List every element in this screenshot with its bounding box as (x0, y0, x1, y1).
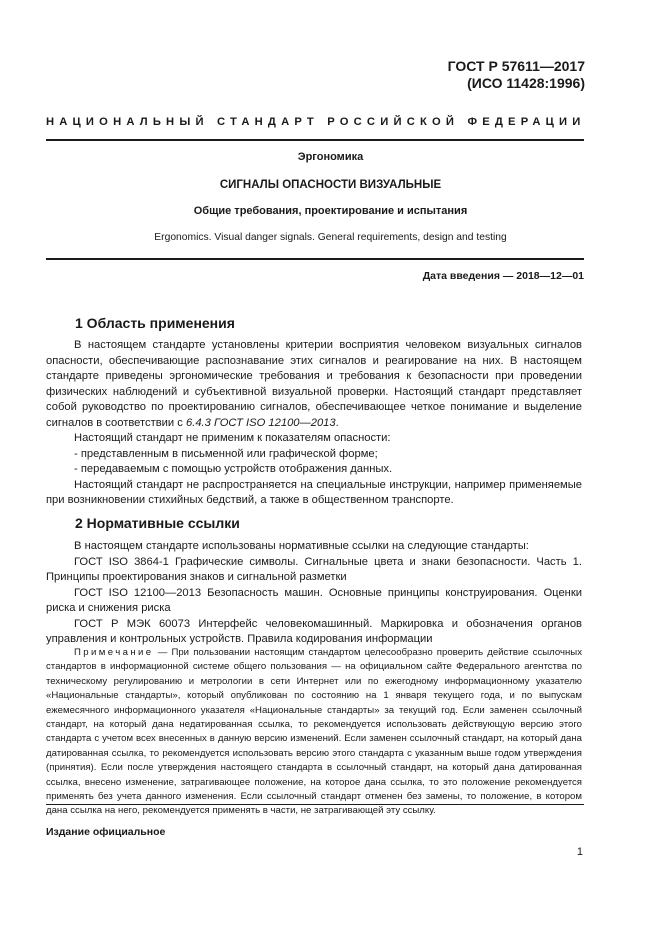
note-text: — При пользовании настоящим стандартом целесообразно проверить действие ссылочных стандартов в информационной системе общего пользования — на официальном сайте Федерального агентства по техническому регулированию и метрологии в сети Интернет или по ежегодному информационному указателю «Национальные стандарты», который опубликован по состоянию на 1 января текущего года, и по выпускам ежемесячного информационного указателя «Национальные стандарты» за текущий год. Если заменен ссылочный стандарт, на который дана недатированная ссылка, то рекомендуется использовать действующую версию этого стандарта с учетом всех внесенных в данную версию изменений. Если заменен ссылочный стандарт, на который дана датированная ссылка, то рекомендуется использовать версию этого стандарта с указанным выше годом утверждения (принятия). Если после утверждения настоящего стандарта в ссылочный стандарт, на который дана датированная ссылка, внесено изменение, затрагивающее положение, на которое дана ссылка, то это положение рекомендуется применять без учета данного изменения. Если ссылочный стандарт отменен без замены, то положение, в котором дана ссылка на него, рекомендуется применять в части, не затрагивающей эту ссылку. (46, 647, 582, 817)
page-number: 1 (576, 846, 583, 858)
title-divider (46, 258, 584, 260)
reference-item: ГОСТ ISO 3864-1 Графические символы. Сигнальные цвета и знаки безопасности. Часть 1. Принципы проектирования знаков и сигнальной разметки (46, 555, 582, 583)
scope-paragraph (46, 338, 582, 431)
section-2-heading: 2 Нормативные ссылки (75, 515, 240, 531)
footer-divider (46, 804, 584, 805)
top-divider (46, 139, 584, 141)
reference-item: ГОСТ ISO 12100—2013 Безопасность машин. Основные принципы конструирования. Оценки риска и снижения риска (46, 586, 582, 614)
document-subtitle: Общие требования, проектирование и испытания (193, 205, 468, 217)
non-applicable-paragraph: Настоящий стандарт не применим к показателям опасности: (74, 432, 391, 444)
note-label: Примечание (74, 647, 154, 658)
standard-number: ГОСТ Р 57611—2017 (447, 58, 585, 74)
list-item: - представленным в письменной или графической форме; (74, 447, 378, 460)
section-1-heading: 1 Область применения (75, 315, 235, 331)
effective-date: Дата введения — 2018—12—01 (422, 270, 584, 282)
document-code-block (448, 58, 585, 92)
exclusion-paragraph: Настоящий стандарт не распространяется на специальные инструкции, например применяемые при возникновении стихийных бедствий, а также в общественном транспорте. (46, 478, 582, 506)
iso-number: (ИСО 11428:1996) (467, 75, 585, 91)
official-edition-label: Издание официальное (46, 826, 166, 838)
section-2-body (46, 539, 582, 648)
document-title: СИГНАЛЫ ОПАСНОСТИ ВИЗУАЛЬНЫЕ (219, 179, 442, 191)
scope-end: . (335, 416, 339, 429)
reference-item: ГОСТ Р МЭК 60073 Интерфейс человекомашинный. Маркировка и обозначения органов управления и контрольных устройств. Правила кодирования информации (46, 617, 582, 645)
scope-text: В настоящем стандарте установлены критерии восприятия человеком визуальных сигналов опасности, обеспечивающие распознавание этих сигналов и реагирование на них. В настоящем стандарте приведены эргономические требования и требования к безопасности при проведении физических наблюдений и субъективной визуальной проверки. Настоящий стандарт представляет собой руководство по проектированию сигналов, обеспечивающее четкое понимание и выделение сигналов в соответствии с (46, 339, 582, 429)
national-standard-banner: НАЦИОНАЛЬНЫЙ СТАНДАРТ РОССИЙСКОЙ ФЕДЕРАЦИИ (46, 116, 586, 128)
subject-heading: Эргономика (297, 151, 364, 163)
list-item: - передаваемым с помощью устройств отображения данных. (74, 463, 393, 475)
english-title: Ergonomics. Visual danger signals. General requirements, design and testing (154, 232, 507, 243)
scope-reference: 6.4.3 ГОСТ ISO 12100—2013 (185, 416, 336, 429)
references-note (46, 646, 582, 819)
references-intro: В настоящем стандарте использованы нормативные ссылки на следующие стандарты: (74, 540, 529, 552)
section-1-body (46, 338, 582, 509)
